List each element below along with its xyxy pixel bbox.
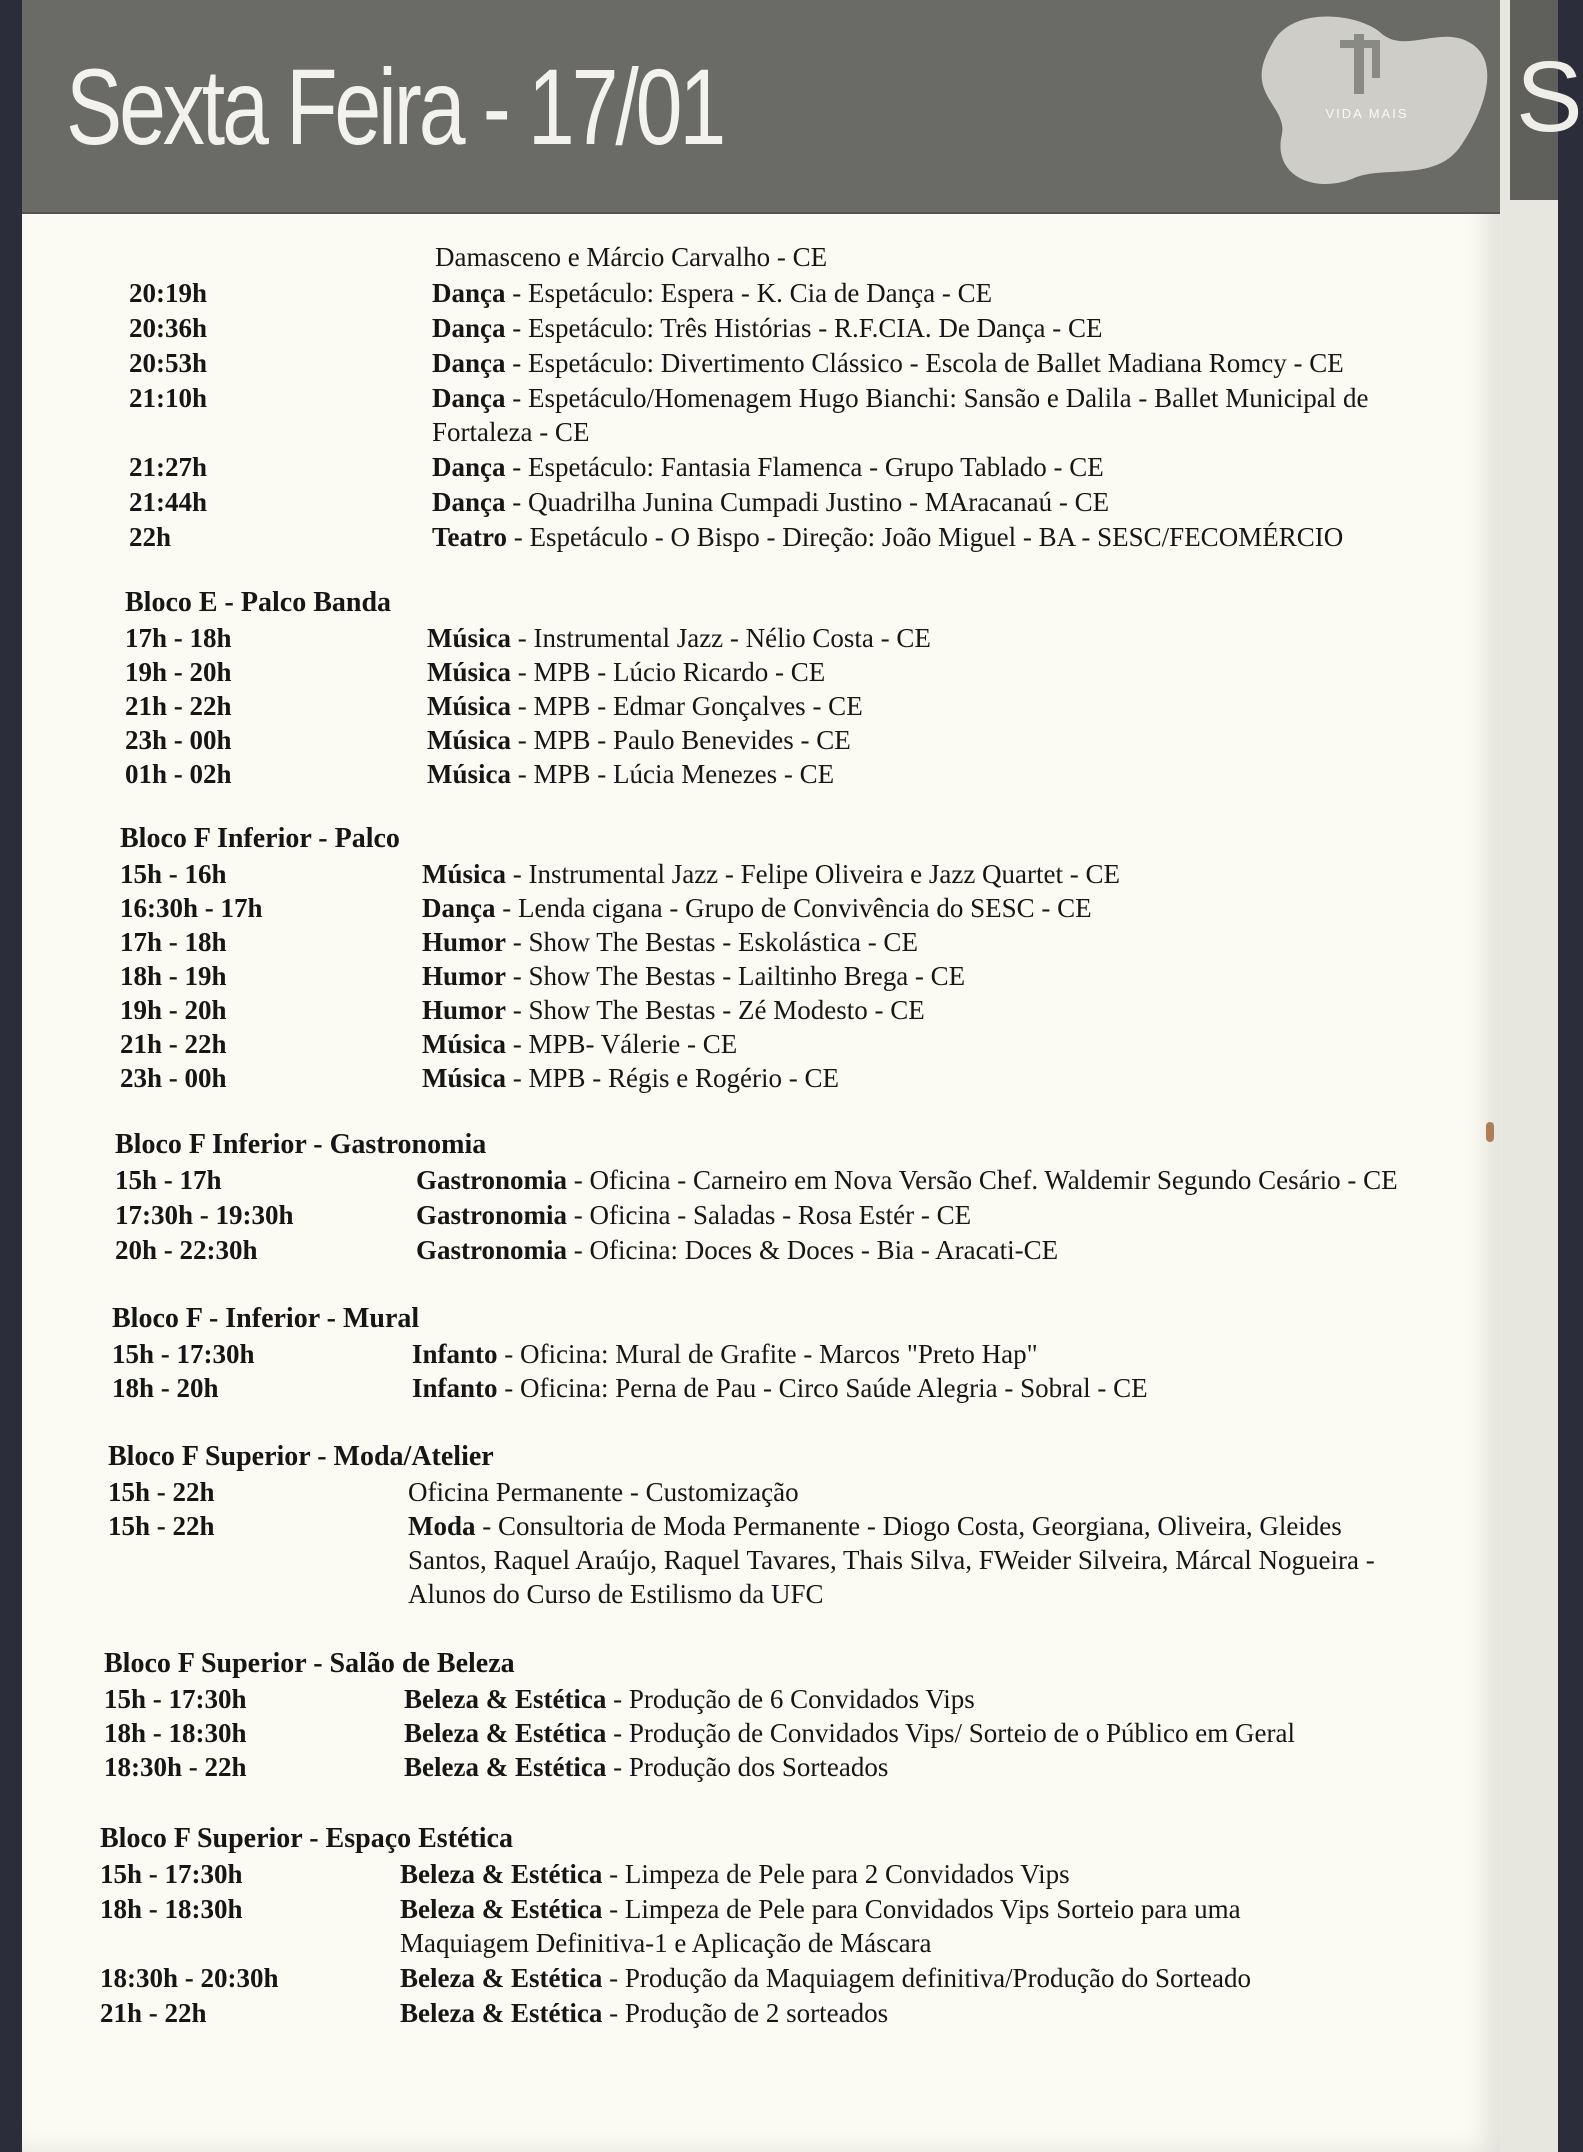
- event-desc: Oficina Permanente - Customização: [408, 1477, 799, 1507]
- event-desc: Humor - Show The Bestas - Lailtinho Brega - CE: [422, 961, 966, 991]
- event-desc: Dança - Espetáculo/Homenagem Hugo Bianchi: Sansão e Dalila - Ballet Municipal de: [432, 383, 1369, 413]
- event-desc: Beleza & Estética - Produção de 6 Convidados Vips: [404, 1684, 975, 1714]
- event-desc: Música - MPB - Lúcia Menezes - CE: [427, 759, 835, 789]
- event-time: 18h - 18:30h: [104, 1718, 247, 1748]
- event-time: 19h - 20h: [120, 995, 227, 1025]
- event-desc: Música - Instrumental Jazz - Felipe Oliveira e Jazz Quartet - CE: [422, 859, 1120, 889]
- event-time: 17h - 18h: [120, 927, 227, 957]
- event-desc: Dança - Espetáculo: Três Histórias - R.F.CIA. De Dança - CE: [432, 313, 1103, 343]
- event-desc: Dança - Espetáculo: Divertimento Clássico - Escola de Ballet Madiana Romcy - CE: [432, 348, 1344, 378]
- event-desc-cont: Fortaleza - CE: [432, 417, 590, 447]
- event-time: 19h - 20h: [125, 657, 232, 687]
- event-desc: Gastronomia - Oficina - Carneiro em Nova Versão Chef. Waldemir Segundo Cesário - CE: [416, 1165, 1398, 1195]
- section-title: Bloco E - Palco Banda: [125, 587, 392, 618]
- page-title: Sexta Feira - 17/01: [66, 46, 724, 167]
- event-desc: Dança - Espetáculo: Fantasia Flamenca - Grupo Tablado - CE: [432, 452, 1104, 482]
- event-time: 17h - 18h: [125, 623, 232, 653]
- event-time: 23h - 00h: [125, 725, 232, 755]
- event-time: 16:30h - 17h: [120, 893, 263, 923]
- event-desc: Música - MPB - Paulo Benevides - CE: [427, 725, 851, 755]
- event-desc: Humor - Show The Bestas - Zé Modesto - CE: [422, 995, 925, 1025]
- event-time: 18h - 19h: [120, 961, 227, 991]
- event-time: 15h - 17:30h: [104, 1684, 247, 1714]
- section-title: Bloco F Superior - Espaço Estética: [100, 1823, 513, 1854]
- event-time: 15h - 22h: [108, 1477, 215, 1507]
- section-title: Bloco F Inferior - Gastronomia: [115, 1129, 487, 1160]
- event-desc: Beleza & Estética - Produção de Convidados Vips/ Sorteio de o Público em Geral: [404, 1718, 1295, 1748]
- continuation-line: Damasceno e Márcio Carvalho - CE: [435, 242, 828, 272]
- event-time: 15h - 17:30h: [100, 1859, 243, 1889]
- paper-stain: [1486, 1122, 1494, 1142]
- event-desc: Beleza & Estética - Limpeza de Pele para 2 Convidados Vips: [400, 1859, 1070, 1889]
- event-time: 18h - 18:30h: [100, 1894, 243, 1924]
- event-desc: Música - MPB - Lúcio Ricardo - CE: [427, 657, 826, 687]
- event-time: 20h - 22:30h: [115, 1235, 258, 1265]
- section-title: Bloco F Superior - Moda/Atelier: [108, 1441, 494, 1472]
- event-desc: Beleza & Estética - Produção de 2 sorteados: [400, 1998, 889, 2028]
- section-title: Bloco F - Inferior - Mural: [112, 1303, 420, 1334]
- event-time: 21:10h: [129, 383, 208, 413]
- logo-caption: VIDA MAIS: [1325, 106, 1409, 121]
- event-time: 01h - 02h: [125, 759, 232, 789]
- event-time: 21h - 22h: [125, 691, 232, 721]
- event-time: 18h - 20h: [112, 1373, 219, 1403]
- event-time: 18:30h - 22h: [104, 1752, 247, 1782]
- event-desc: Dança - Lenda cigana - Grupo de Convivência do SESC - CE: [422, 893, 1092, 923]
- section-title: Bloco F Superior - Salão de Beleza: [104, 1648, 515, 1679]
- event-time: 20:19h: [129, 278, 208, 308]
- event-time: 21h - 22h: [120, 1029, 227, 1059]
- event-time: 18:30h - 20:30h: [100, 1963, 279, 1993]
- event-desc: Beleza & Estética - Produção da Maquiagem definitiva/Produção do Sorteado: [400, 1963, 1252, 1993]
- event-time: 20:53h: [129, 348, 208, 378]
- event-desc: Humor - Show The Bestas - Eskolástica - CE: [422, 927, 918, 957]
- event-time: 15h - 22h: [108, 1511, 215, 1541]
- event-time: 21:44h: [129, 487, 208, 517]
- event-desc-cont: Alunos do Curso de Estilismo da UFC: [408, 1579, 824, 1609]
- event-time: 15h - 17:30h: [112, 1339, 255, 1369]
- event-desc-cont: Maquiagem Definitiva-1 e Aplicação de Máscara: [400, 1928, 932, 1958]
- adjacent-page-edge: [1500, 0, 1583, 2152]
- event-desc: Beleza & Estética - Produção dos Sorteados: [404, 1752, 889, 1782]
- event-desc: Teatro - Espetáculo - O Bispo - Direção: João Miguel - BA - SESC/FECOMÉRCIO: [432, 522, 1344, 552]
- event-time: 23h - 00h: [120, 1063, 227, 1093]
- event-time: 21h - 22h: [100, 1998, 207, 2028]
- adjacent-page-letter: S: [1516, 41, 1583, 153]
- event-desc: Moda - Consultoria de Moda Permanente - Diogo Costa, Georgiana, Oliveira, Gleides: [408, 1511, 1342, 1541]
- event-time: 22h: [129, 522, 172, 552]
- event-desc: Música - MPB - Régis e Rogério - CE: [422, 1063, 839, 1093]
- event-desc: Música - MPB - Edmar Gonçalves - CE: [427, 691, 863, 721]
- event-time: 15h - 17h: [115, 1165, 222, 1195]
- event-desc: Infanto - Oficina: Mural de Grafite - Marcos "Preto Hap": [412, 1339, 1038, 1369]
- event-desc: Beleza & Estética - Limpeza de Pele para Convidados Vips Sorteio para uma: [400, 1894, 1241, 1924]
- program-page: [22, 0, 1500, 2152]
- section-title: Bloco F Inferior - Palco: [120, 823, 400, 854]
- event-desc: Dança - Quadrilha Junina Cumpadi Justino - MAracanaú - CE: [432, 487, 1110, 517]
- event-time: 21:27h: [129, 452, 208, 482]
- event-desc: Gastronomia - Oficina - Saladas - Rosa Estér - CE: [416, 1200, 972, 1230]
- event-time: 15h - 16h: [120, 859, 227, 889]
- event-desc: Gastronomia - Oficina: Doces & Doces - Bia - Aracati-CE: [416, 1235, 1059, 1265]
- event-desc: Música - MPB- Válerie - CE: [422, 1029, 738, 1059]
- event-time: 17:30h - 19:30h: [115, 1200, 294, 1230]
- event-desc: Infanto - Oficina: Perna de Pau - Circo Saúde Alegria - Sobral - CE: [412, 1373, 1148, 1403]
- event-time: 20:36h: [129, 313, 208, 343]
- event-desc: Dança - Espetáculo: Espera - K. Cia de Dança - CE: [432, 278, 993, 308]
- event-desc: Música - Instrumental Jazz - Nélio Costa - CE: [427, 623, 931, 653]
- schedule: [22, 0, 1500, 2152]
- event-desc-cont: Santos, Raquel Araújo, Raquel Tavares, Thais Silva, FWeider Silveira, Márcal Nogueira -: [408, 1545, 1375, 1575]
